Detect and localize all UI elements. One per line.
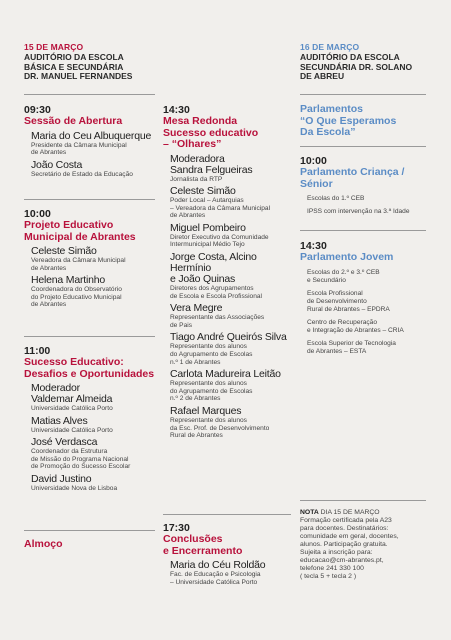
speaker [31, 416, 159, 435]
session-title: Conclusões e Encerramento [163, 533, 243, 557]
session-time: 14:30 [163, 104, 190, 116]
speaker-name: Tiago André Queirós Silva [170, 331, 287, 344]
session-time: 14:30 [300, 240, 327, 252]
speaker-name: Valdemar Almeida [31, 393, 113, 405]
speaker [170, 332, 298, 366]
participant-item: Centro de Recuperação e Integração de Abrantes – CRIA [307, 318, 404, 334]
session-title: Sucesso Educativo: Desafios e Oportunidades [24, 356, 155, 380]
divider [24, 199, 155, 200]
speaker-name: Helena Martinho [31, 274, 106, 287]
session-title: Parlamento Criança / Sénior [300, 166, 405, 190]
session-sucesso [24, 345, 159, 496]
speaker [31, 394, 159, 413]
lunch-label: Almoço [24, 538, 63, 550]
speaker [31, 160, 159, 179]
participant-item: Escola Superior de Tecnologia de Abrantes – ESTA [307, 339, 396, 355]
speaker-name: Sandra Felgueiras [170, 163, 253, 176]
session-time: 10:00 [24, 208, 51, 220]
session-time: 17:30 [163, 522, 190, 534]
note-line: Formação certificada pela A23 [300, 517, 392, 524]
participant-item: Escolas do 2.º e 3.º CEB e Secundário [307, 268, 380, 284]
session-parlamento-crianca [300, 155, 435, 221]
venue-line: BÁSICA E SECUNDÁRIA [24, 61, 124, 72]
divider [163, 514, 291, 515]
note-line: para docentes. Destinatários: [300, 525, 389, 532]
speaker-role: Coordenador da Estrutura de Missão do Programa Nacional de Promoção do Sucesso Escolar [31, 448, 131, 471]
speaker-role: Representante dos alunos do Agrupamento de Escolas n.º 1 de Abrantes [170, 343, 253, 366]
speaker-name: Matias Alves [31, 414, 88, 427]
session-encerramento [163, 522, 298, 589]
session-parlamento-jovem [300, 240, 435, 361]
speaker-role: Fac. de Educação e Psicologia – Universidade Católica Porto [170, 571, 261, 586]
session-title: Parlamentos “O Que Esperamos Da Escola” [300, 103, 397, 138]
venue-line: AUDITÓRIO DA ESCOLA [24, 52, 124, 62]
speaker-role: Secretário de Estado da Educação [31, 170, 133, 178]
speaker-name: Rafael Marques [170, 405, 242, 417]
speaker-name: Vera Megre [170, 302, 223, 315]
venue-day2 [300, 53, 435, 82]
speaker [170, 223, 298, 249]
session-parlamentos [300, 104, 435, 139]
speaker-role: Poder Local – Autarquias – Vereadora da Câmara Municipal de Abrantes [170, 197, 271, 220]
speaker-role: Diretor Executivo da Comunidade Intermunicipal Médio Tejo [170, 233, 269, 249]
speaker-name: e João Quinas [170, 273, 236, 286]
session-title: Parlamento Jovem [300, 251, 394, 263]
date-day2: 16 DE MARÇO [300, 42, 360, 52]
speaker-name: Moderador [31, 382, 80, 394]
divider [24, 530, 155, 531]
session-mesa-redonda [163, 104, 298, 443]
speaker-name: Miguel Pombeiro [170, 221, 246, 234]
speaker [170, 252, 298, 274]
speaker [31, 131, 159, 157]
speaker [31, 474, 159, 493]
note-line: Sujeita a inscrição para: [300, 549, 373, 556]
speaker-role: Presidente da Câmara Municipal de Abrantes [31, 141, 127, 157]
speaker-name: Maria do Céu Roldão [170, 559, 266, 571]
speaker-role: Representante das Associações de Pais [170, 314, 265, 329]
participant-item: Escola Profissional de Desenvolvimento Rural de Abrantes – EPDRA [307, 289, 390, 313]
session-time: 11:00 [24, 345, 51, 357]
participant-item: IPSS com intervenção na 3.ª Idade [307, 208, 410, 215]
speaker-role: Diretores dos Agrupamentos de Escola e Escola Profissional [170, 285, 262, 300]
speaker [170, 560, 298, 586]
divider [300, 500, 426, 501]
venue-line: DR. MANUEL FERNANDES [24, 71, 133, 81]
participant-item: Escolas do 1.º CEB [307, 195, 365, 202]
note-line: alunos. Participação gratuita. [300, 541, 388, 548]
speaker [170, 369, 298, 403]
speaker-role: Universidade Católica Porto [31, 426, 113, 434]
venue-line: SECUNDÁRIA DR. SOLANO [300, 61, 413, 72]
divider [24, 336, 155, 337]
speaker [170, 303, 298, 329]
venue-line: AUDITÓRIO DA ESCOLA [300, 52, 400, 62]
divider [300, 230, 426, 231]
speaker [170, 165, 298, 184]
speaker [31, 275, 159, 309]
session-time: 09:30 [24, 104, 51, 116]
speaker-role: Representante dos alunos da Esc. Prof. de Desenvolvimento Rural de Abrantes [170, 417, 270, 440]
venue-line: DE ABREU [300, 71, 345, 81]
note-line: ( tecla 5 + tecla 2 ) [300, 573, 357, 580]
speaker [170, 186, 298, 220]
speaker-name: Maria do Ceu Albuquerque [31, 129, 152, 142]
note-heading: NOTA DIA 15 DE MARÇO [300, 509, 380, 516]
divider [300, 94, 426, 95]
note-email[interactable]: educacao@cm-abrantes.pt, [300, 557, 384, 564]
session-title: Mesa Redonda Sucesso educativo – “Olhares” [163, 115, 259, 150]
speaker-name: Celeste Simão [31, 245, 97, 257]
speaker [31, 246, 159, 272]
speaker-role: Representante dos alunos do Agrupamento de Escolas n.º 2 de Abrantes [170, 380, 253, 403]
speaker-name: João Costa [31, 158, 83, 171]
divider [300, 146, 426, 147]
note-line: comunidade em geral, docentes, [300, 533, 399, 540]
speaker-name: David Justino [31, 472, 92, 485]
session-title: Projeto Educativo Municipal de Abrantes [24, 219, 136, 243]
session-time: 10:00 [300, 155, 327, 167]
speaker-role: Coordenadora do Observatório do Projeto Educativo Municipal de Abrantes [31, 286, 122, 309]
divider [24, 94, 155, 95]
session-opening [24, 104, 159, 181]
date-day1: 15 DE MARÇO [24, 42, 84, 52]
speaker-name: José Verdasca [31, 436, 98, 449]
speaker-name: Celeste Simão [170, 185, 236, 198]
note-phone: telefone 241 330 100 [300, 565, 364, 572]
speaker-role: Vereadora da Câmara Municipal de Abrantes [31, 257, 126, 272]
session-projeto [24, 208, 159, 312]
speaker [170, 274, 298, 300]
note-box [300, 509, 430, 581]
speaker-name: Moderadora [170, 152, 225, 165]
speaker [31, 437, 159, 471]
session-title: Sessão de Abertura [24, 115, 123, 127]
speaker-role: Universidade Nova de Lisboa [31, 484, 118, 492]
speaker-role: Universidade Católica Porto [31, 405, 113, 412]
speaker [170, 406, 298, 440]
speaker-role: Jornalista da RTP [170, 175, 223, 183]
speaker [170, 154, 298, 165]
speaker-name: Carlota Madureira Leitão [170, 368, 281, 381]
speaker-name: Jorge Costa, Alcino Hermínio [170, 251, 257, 275]
venue-day1 [24, 53, 159, 82]
